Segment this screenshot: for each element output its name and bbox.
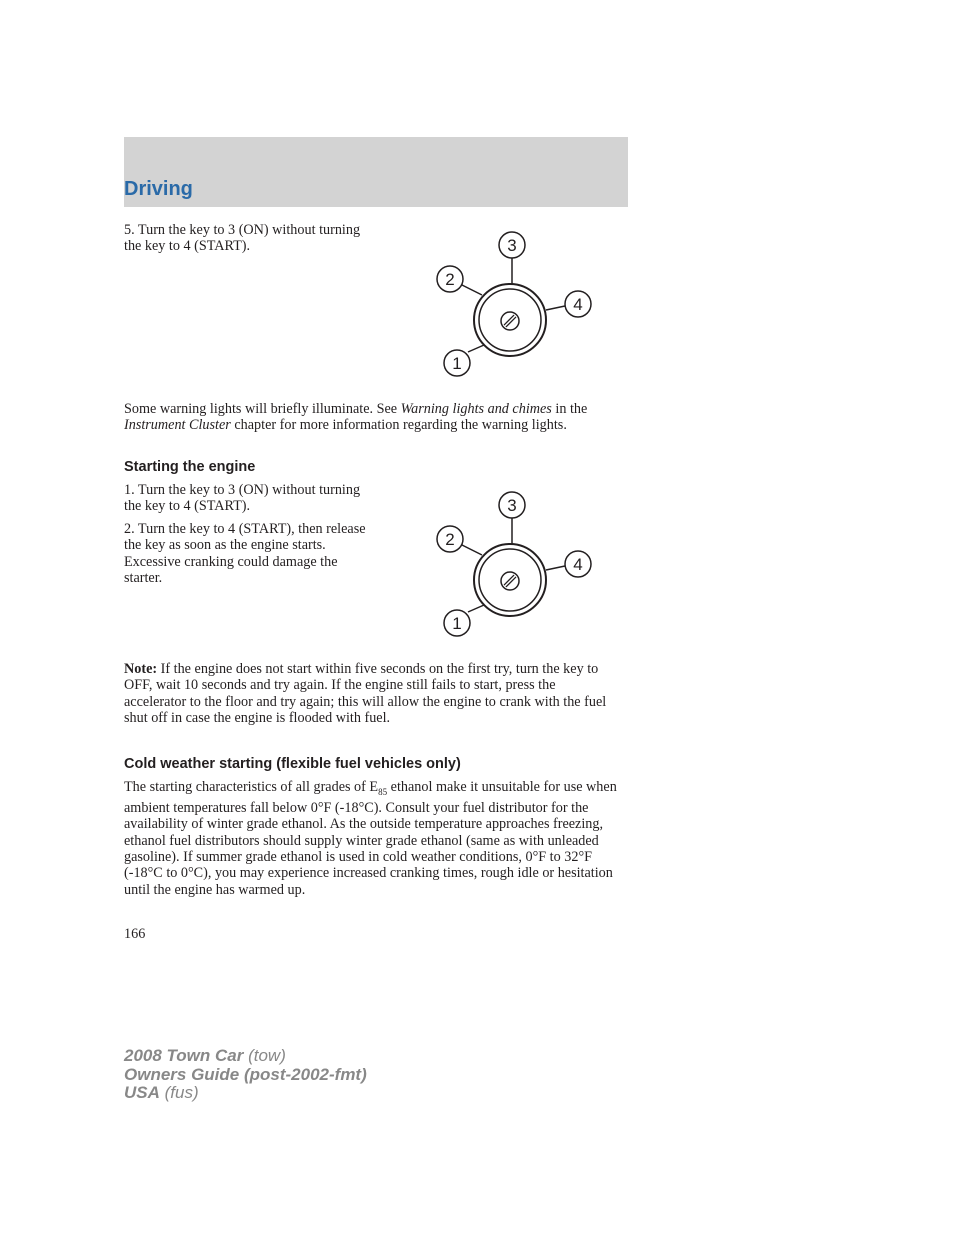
section-header xyxy=(124,137,628,207)
ignition-diagram xyxy=(420,225,610,385)
cold-weather-heading: Cold weather starting (flexible fuel vehicles only) xyxy=(124,756,461,772)
ignition-diagram-2 xyxy=(420,485,610,645)
text: ethanol make it unsuitable for use when ambient temperatures fall below 0°F (-18°C). Consult your fuel distributor for the availability of winter grade ethanol. As the outside temperature approaches freezing, ethanol fuel distributors should supply winter grade ethanol (same as with unleaded gasoline). If summer grade ethanol is used in cold weather conditions, 0°F to 32°F (-18°C to 0°C), you may experience increased cranking times, rough idle or hesitation until the engine has warmed up. xyxy=(124,779,617,898)
section-title: Driving xyxy=(124,178,193,200)
footer-model-code: (tow) xyxy=(243,1046,286,1065)
starting-heading: Starting the engine xyxy=(124,459,256,475)
page-number: 166 xyxy=(124,926,146,942)
footer-market-code: (fus) xyxy=(159,1083,199,1102)
position-4-label: 4 xyxy=(573,555,583,574)
position-2-label: 2 xyxy=(445,530,455,549)
position-1-label: 1 xyxy=(452,614,462,633)
reference-instrument-cluster: Instrument Cluster xyxy=(124,417,231,434)
text: The starting characteristics of all grades of E xyxy=(124,779,379,795)
footer-guide: Owners Guide (post-2002-fmt) xyxy=(124,1064,367,1084)
position-1-label: 1 xyxy=(452,354,462,373)
note-text: If the engine does not start within five seconds on the first try, turn the key to OFF, wait 10 seconds and try again. If the engine still fails to start, press the accelerator to the floor and try again; this will allow the engine to crank with the fuel shut off in case the engine is flooded with fuel. xyxy=(124,661,607,726)
position-3-label: 3 xyxy=(507,496,517,515)
warning-lights-paragraph xyxy=(124,401,604,434)
footer-market: USA xyxy=(124,1083,160,1102)
starting-step-1: 1. Turn the key to 3 (ON) without turning the key to 4 (START). xyxy=(124,482,361,515)
position-3-label: 3 xyxy=(507,236,517,255)
footer-model: 2008 Town Car xyxy=(124,1046,244,1065)
cold-weather-paragraph xyxy=(124,779,630,898)
text: in the xyxy=(551,401,588,417)
note-paragraph xyxy=(124,661,609,726)
position-2-label: 2 xyxy=(445,270,455,289)
position-4-label: 4 xyxy=(573,295,583,314)
footer xyxy=(124,1047,367,1103)
text: chapter for more information regarding the warning lights. xyxy=(230,417,567,434)
step-5-text: 5. Turn the key to 3 (ON) without turning the key to 4 (START). xyxy=(124,222,361,255)
subscript: 85 xyxy=(378,786,388,797)
text: Some warning lights will briefly illuminate. See xyxy=(124,401,401,417)
starting-step-2: 2. Turn the key to 4 (START), then release the key as soon as the engine starts. Excessive cranking could damage the starter. xyxy=(124,521,366,586)
note-label: Note: xyxy=(124,661,158,677)
reference-warning-lights: Warning lights and chimes xyxy=(400,401,552,417)
